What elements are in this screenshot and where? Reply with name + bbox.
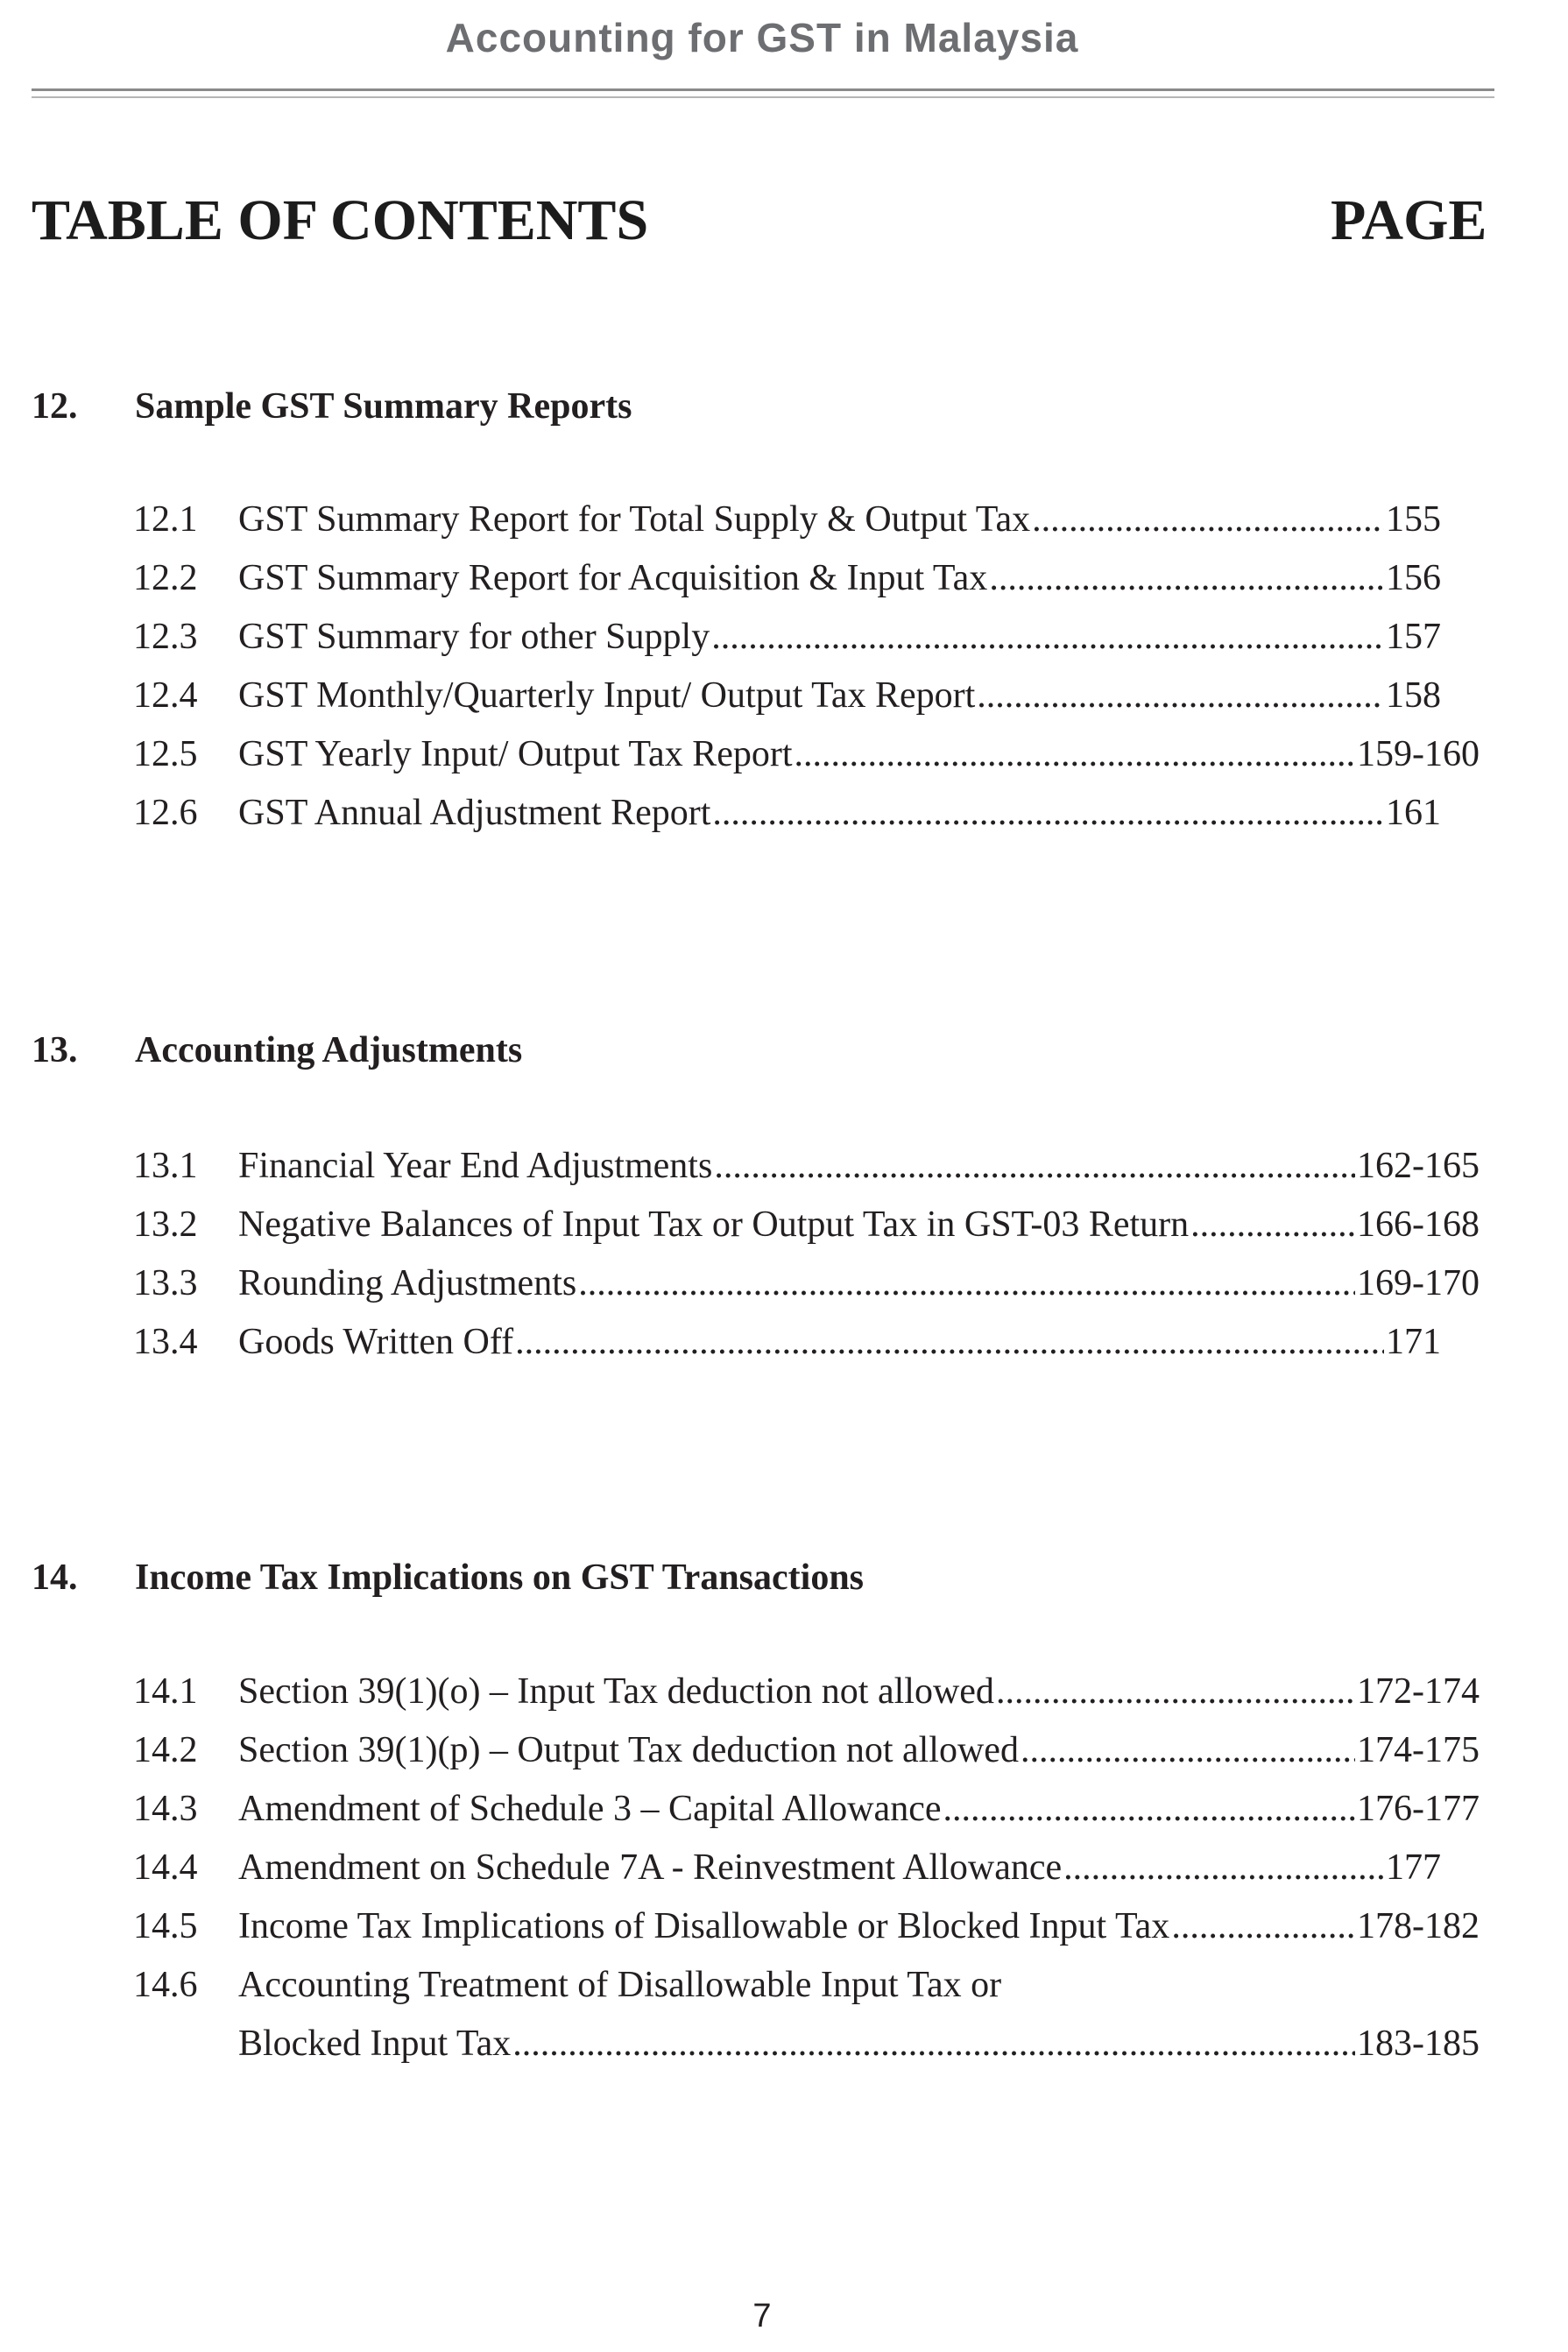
- entry-page: 178-182: [1357, 1906, 1480, 1946]
- entry-title: Rounding Adjustments: [238, 1263, 577, 1303]
- section-number: 14.: [32, 1557, 78, 1598]
- toc-entry-14-6[interactable]: [133, 1956, 1480, 2015]
- dot-leader: [515, 1313, 1384, 1372]
- entry-page: 162-165: [1357, 1146, 1480, 1186]
- entry-page: 172-174: [1357, 1671, 1480, 1712]
- entry-title: GST Monthly/Quarterly Input/ Output Tax Report: [238, 675, 976, 716]
- entry-title: Income Tax Implications of Disallowable or Blocked Input Tax: [238, 1906, 1170, 1946]
- entry-page: 157: [1386, 617, 1441, 657]
- section-heading: [32, 382, 632, 431]
- entry-number: 14.6: [133, 1965, 198, 2005]
- section-title: Sample GST Summary Reports: [135, 386, 632, 427]
- entry-title: GST Annual Adjustment Report: [238, 793, 711, 833]
- entry-number: 14.1: [133, 1671, 198, 1712]
- entry-page: 183-185: [1357, 2024, 1480, 2064]
- toc-entry-12-4[interactable]: [133, 667, 1441, 725]
- dot-leader: [1171, 1897, 1355, 1956]
- toc-entry-14-1[interactable]: [133, 1663, 1480, 1721]
- section-heading: [32, 1553, 864, 1602]
- dot-leader: [714, 1137, 1355, 1196]
- entry-page: 155: [1386, 499, 1441, 540]
- dot-leader: [1190, 1196, 1355, 1254]
- entry-number: 12.5: [133, 734, 198, 774]
- dot-leader: [989, 549, 1384, 608]
- entry-number: 14.2: [133, 1730, 198, 1770]
- entry-title: GST Yearly Input/ Output Tax Report: [238, 734, 793, 774]
- entry-title: Accounting Treatment of Disallowable Input Tax or: [238, 1965, 1002, 2005]
- entry-number: 14.3: [133, 1789, 198, 1829]
- toc-entry-14-2[interactable]: [133, 1721, 1480, 1780]
- entry-title: GST Summary Report for Total Supply & Output Tax: [238, 499, 1031, 540]
- dot-leader: [711, 608, 1384, 667]
- toc-entry-14-6-continued[interactable]: [238, 2015, 1480, 2073]
- entry-page: 161: [1386, 793, 1441, 833]
- toc-entry-12-1[interactable]: [133, 491, 1441, 549]
- entry-title: GST Summary Report for Acquisition & Input Tax: [238, 558, 988, 598]
- entry-page: 158: [1386, 675, 1441, 716]
- toc-entry-14-5[interactable]: [133, 1897, 1480, 1956]
- dot-leader: [943, 1780, 1355, 1839]
- section-title: Income Tax Implications on GST Transactions: [135, 1557, 865, 1598]
- dot-leader: [1021, 1721, 1355, 1780]
- dot-leader: [512, 2015, 1355, 2073]
- entry-number: 12.1: [133, 499, 198, 540]
- entry-number: 13.3: [133, 1263, 198, 1303]
- page-number: 7: [752, 2298, 772, 2334]
- entry-number: 14.4: [133, 1847, 198, 1888]
- toc-heading: TABLE OF CONTENTS: [32, 188, 649, 252]
- running-header-title: Accounting for GST in Malaysia: [445, 15, 1079, 60]
- entry-number: 13.2: [133, 1204, 198, 1245]
- toc-entry-13-1[interactable]: [133, 1137, 1480, 1196]
- entry-number: 13.4: [133, 1322, 198, 1362]
- toc-entry-12-5[interactable]: [133, 725, 1480, 784]
- dot-leader: [578, 1254, 1355, 1313]
- section-heading: [32, 1026, 522, 1075]
- entry-page: 156: [1386, 558, 1441, 598]
- entry-title: Section 39(1)(p) – Output Tax deduction not allowed: [238, 1730, 1019, 1770]
- entry-title: GST Summary for other Supply: [238, 617, 710, 657]
- toc-entry-12-6[interactable]: [133, 784, 1441, 843]
- entry-number: 14.5: [133, 1906, 198, 1946]
- toc-entry-13-2[interactable]: [133, 1196, 1480, 1254]
- toc-entry-14-3[interactable]: [133, 1780, 1480, 1839]
- toc-entry-13-4[interactable]: [133, 1313, 1441, 1372]
- entry-page: 174-175: [1357, 1730, 1480, 1770]
- entry-title: Section 39(1)(o) – Input Tax deduction not allowed: [238, 1671, 994, 1712]
- entry-title: Financial Year End Adjustments: [238, 1146, 713, 1186]
- dot-leader: [1063, 1839, 1384, 1897]
- entry-title: Amendment of Schedule 3 – Capital Allowance: [238, 1789, 942, 1829]
- header-rule-top: [32, 88, 1494, 91]
- header-rule-bottom: [32, 96, 1494, 98]
- dot-leader: [1032, 491, 1384, 549]
- entry-page: 176-177: [1357, 1789, 1480, 1829]
- entry-number: 12.4: [133, 675, 198, 716]
- page-column-heading: PAGE: [1331, 188, 1487, 252]
- entry-title: Negative Balances of Input Tax or Output Tax in GST-03 Return: [238, 1204, 1190, 1245]
- entry-page: 159-160: [1357, 734, 1480, 774]
- section-number: 12.: [32, 386, 78, 427]
- entry-page: 169-170: [1357, 1263, 1480, 1303]
- toc-entry-13-3[interactable]: [133, 1254, 1480, 1313]
- entry-number: 12.2: [133, 558, 198, 598]
- entry-title-continued: Blocked Input Tax: [238, 2024, 512, 2064]
- entry-title: Goods Written Off: [238, 1322, 514, 1362]
- entry-page: 171: [1386, 1322, 1441, 1362]
- entry-page: 177: [1386, 1847, 1441, 1888]
- entry-number: 12.6: [133, 793, 198, 833]
- dot-leader: [795, 725, 1355, 784]
- entry-page: 166-168: [1357, 1204, 1480, 1245]
- section-title: Accounting Adjustments: [135, 1030, 523, 1070]
- entry-title: Amendment on Schedule 7A - Reinvestment Allowance: [238, 1847, 1063, 1888]
- dot-leader: [712, 784, 1384, 843]
- entry-number: 13.1: [133, 1146, 198, 1186]
- entry-number: 12.3: [133, 617, 198, 657]
- section-number: 13.: [32, 1030, 78, 1070]
- toc-entry-12-2[interactable]: [133, 549, 1441, 608]
- dot-leader: [977, 667, 1384, 725]
- toc-entry-14-4[interactable]: [133, 1839, 1441, 1897]
- dot-leader: [996, 1663, 1355, 1721]
- toc-entry-12-3[interactable]: [133, 608, 1441, 667]
